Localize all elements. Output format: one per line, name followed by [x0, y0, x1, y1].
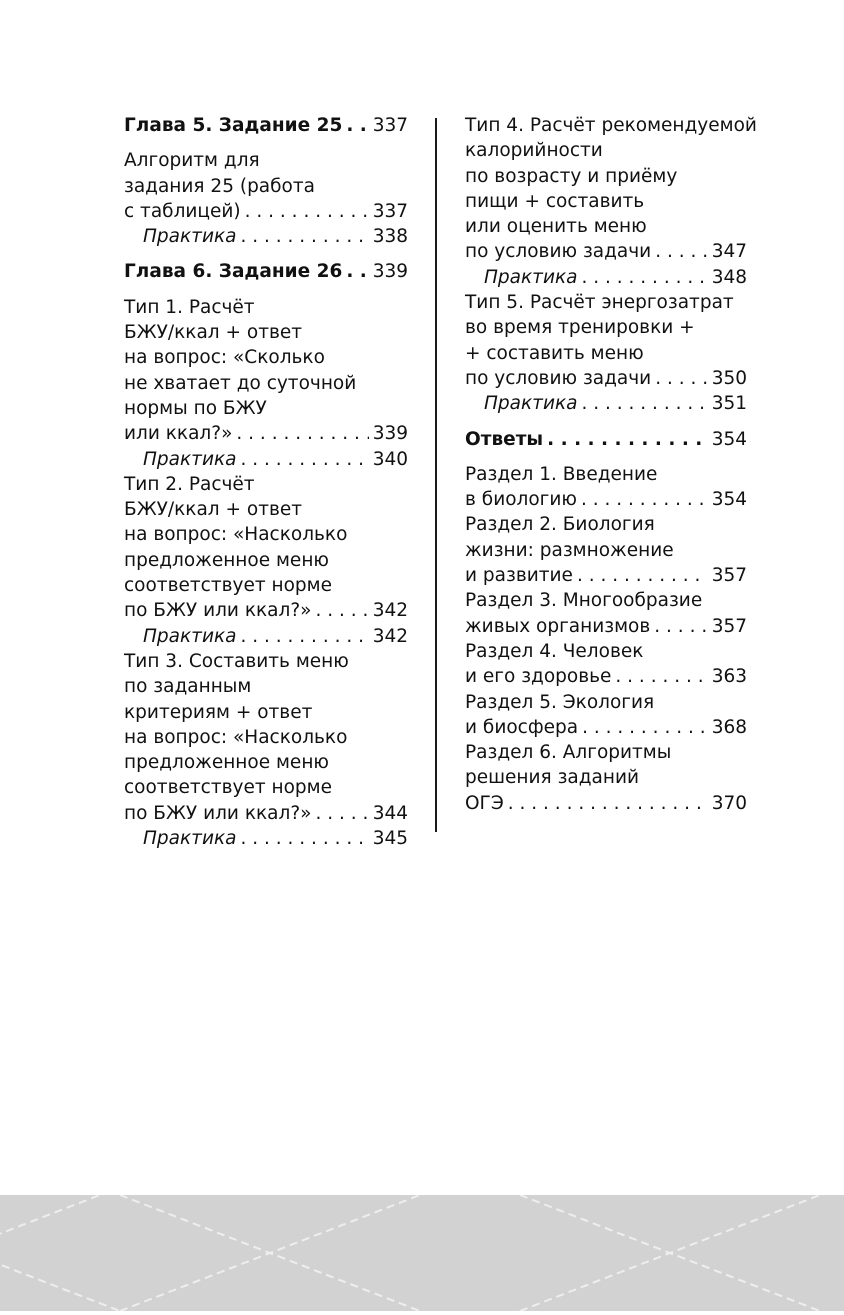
entry-line: во время тренировки +: [465, 317, 695, 339]
column-divider: [435, 118, 437, 832]
page-number: 370: [711, 792, 747, 814]
page-number: 339: [372, 423, 408, 445]
leader-dots: [654, 614, 707, 639]
entry-line: и биосфера: [465, 716, 579, 738]
leader-dots: [581, 265, 707, 290]
entry-line: БЖУ/ккал + ответ: [124, 499, 303, 521]
entry-line: по возрасту и приёму: [465, 165, 678, 187]
practice-label: Практика: [143, 226, 237, 248]
entry-line: по условию задачи: [465, 367, 652, 389]
chapter-title: Глава 5. Задание 25: [124, 115, 343, 136]
page-number: 363: [711, 666, 747, 688]
page-number: 354: [711, 428, 747, 450]
toc-entry-section-6[interactable]: [465, 740, 747, 816]
practice-label: Практика: [143, 828, 237, 850]
page-number: 354: [711, 489, 747, 511]
chapter-title: Глава 6. Задание 26: [124, 261, 343, 283]
entry-line: Раздел 3. Многообразие: [465, 590, 703, 612]
leader-dots: [582, 715, 708, 740]
page-number: 344: [372, 802, 408, 824]
entry-line: соответствует норме: [124, 575, 332, 597]
toc-practice[interactable]: [124, 624, 408, 649]
entry-line: решения заданий: [465, 767, 640, 789]
toc-entry-type-4[interactable]: [465, 113, 757, 265]
leader-dots: [547, 427, 708, 452]
entry-line: Тип 4. Расчёт рекомендуемой: [465, 115, 757, 136]
page-number: 348: [711, 266, 747, 288]
toc-answers[interactable]: [465, 427, 747, 452]
toc-entry-type-3[interactable]: [124, 649, 408, 826]
toc-practice[interactable]: [465, 265, 747, 290]
page-number: 337: [372, 200, 408, 222]
entry-line: и развитие: [465, 565, 573, 587]
leader-dots: [615, 664, 707, 689]
entry-line: Тип 3. Составить меню: [124, 650, 349, 672]
entry-line: на вопрос: «Насколько: [124, 726, 348, 748]
chapter-title: Ответы: [465, 428, 544, 450]
page-number: 342: [372, 600, 408, 622]
entry-line: Раздел 2. Биология: [465, 514, 655, 536]
leader-dots: [508, 791, 708, 816]
practice-label: Практика: [484, 266, 578, 288]
entry-line: Раздел 1. Введение: [465, 463, 658, 485]
entry-line: по БЖУ или ккал?»: [124, 802, 312, 824]
entry-line: Тип 5. Расчёт энергозатрат: [465, 292, 734, 314]
leader-dots: [655, 366, 707, 391]
entry-line: по условию задачи: [465, 241, 652, 263]
page-number: 357: [711, 615, 747, 637]
entry-line: на вопрос: «Насколько: [124, 524, 348, 546]
leader-dots: [236, 421, 368, 446]
page-number: 337: [372, 115, 408, 136]
footer-pattern-band: [0, 1195, 844, 1311]
practice-label: Практика: [484, 393, 578, 415]
page-number: 347: [711, 241, 747, 263]
entry-line: соответствует норме: [124, 777, 332, 799]
toc-entry-section-4[interactable]: [465, 639, 747, 690]
leader-dots: [315, 598, 368, 623]
leader-dots: [240, 224, 368, 249]
leader-dots: [240, 826, 368, 851]
leader-dots: [240, 447, 368, 472]
entry-line: Раздел 6. Алгоритмы: [465, 742, 672, 764]
toc-practice[interactable]: [465, 391, 747, 416]
entry-line: на вопрос: «Сколько: [124, 347, 325, 369]
entry-line: нормы по БЖУ: [124, 397, 267, 419]
entry-line: + составить меню: [465, 342, 644, 364]
entry-line: или ккал?»: [124, 423, 233, 445]
toc-chapter-6[interactable]: [124, 259, 408, 284]
practice-label: Практика: [143, 448, 237, 470]
leader-dots: [346, 259, 368, 284]
toc-entry-type-5[interactable]: [465, 290, 747, 391]
entry-line: Алгоритм для: [124, 150, 260, 172]
page-number: 351: [711, 393, 747, 415]
entry-line: Раздел 5. Экология: [465, 691, 655, 713]
entry-line: по заданным: [124, 676, 252, 698]
entry-line: предложенное меню: [124, 752, 329, 774]
entry-line: с таблицей): [124, 200, 241, 222]
leader-dots: [346, 113, 368, 138]
practice-label: Практика: [143, 625, 237, 647]
leader-dots: [581, 391, 707, 416]
entry-line: Раздел 4. Человек: [465, 640, 644, 662]
toc-left-column: [124, 113, 408, 851]
toc-entry-section-2[interactable]: [465, 512, 747, 588]
entry-line: по БЖУ или ккал?»: [124, 600, 312, 622]
toc-entry-type-1[interactable]: [124, 295, 408, 447]
toc-chapter-5[interactable]: [124, 113, 408, 138]
toc-entry-algorithm[interactable]: [124, 148, 408, 224]
entry-line: жизни: размножение: [465, 539, 674, 561]
entry-line: БЖУ/ккал + ответ: [124, 322, 303, 344]
page-number: 345: [372, 828, 408, 850]
page-number: 357: [711, 565, 747, 587]
leader-dots: [577, 563, 708, 588]
page-number: 368: [711, 716, 747, 738]
toc-entry-section-3[interactable]: [465, 588, 747, 639]
entry-line: задания 25 (работа: [124, 175, 315, 197]
entry-line: критериям + ответ: [124, 701, 313, 723]
dashed-diamond-pattern: [0, 1195, 844, 1311]
entry-line: живых организмов: [465, 615, 651, 637]
entry-line: не хватает до суточной: [124, 372, 357, 394]
leader-dots: [581, 487, 708, 512]
page-number: 338: [372, 226, 408, 248]
toc-right-column: [465, 113, 757, 816]
toc-entry-section-5[interactable]: [465, 690, 747, 741]
entry-line: и его здоровье: [465, 666, 612, 688]
entry-line: предложенное меню: [124, 549, 329, 571]
entry-line: или оценить меню: [465, 216, 647, 238]
toc-entry-section-1[interactable]: [465, 462, 747, 513]
entry-line: Тип 1. Расчёт: [124, 296, 255, 318]
entry-line: калорийности: [465, 140, 603, 162]
toc-practice[interactable]: [124, 224, 408, 249]
leader-dots: [315, 801, 368, 826]
entry-line: Тип 2. Расчёт: [124, 473, 255, 495]
page-number: 339: [372, 261, 408, 283]
leader-dots: [240, 624, 368, 649]
entry-line: ОГЭ: [465, 792, 504, 814]
page-number: 340: [372, 448, 408, 470]
leader-dots: [655, 239, 707, 264]
page-number: 350: [711, 367, 747, 389]
toc-practice[interactable]: [124, 447, 408, 472]
entry-line: пищи + составить: [465, 190, 645, 212]
leader-dots: [245, 199, 369, 224]
toc-practice[interactable]: [124, 826, 408, 851]
page-number: 342: [372, 625, 408, 647]
toc-entry-type-2[interactable]: [124, 472, 408, 624]
entry-line: в биологию: [465, 489, 577, 511]
